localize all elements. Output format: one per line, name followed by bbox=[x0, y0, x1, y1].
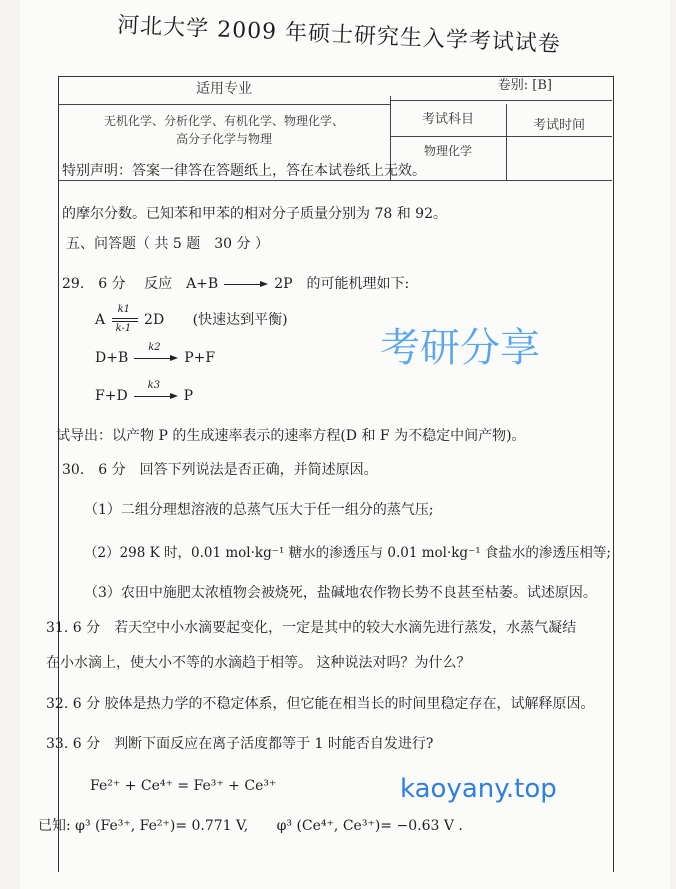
majors-line1: 无机化学、分析化学、有机化学、物理化学、 bbox=[103, 114, 344, 128]
k2-label: k2 bbox=[148, 342, 161, 353]
major-label: 适用专业 bbox=[196, 81, 252, 97]
step1-right: 2D bbox=[144, 312, 165, 328]
q29-step2 bbox=[95, 342, 216, 367]
reaction-arrow-icon bbox=[224, 279, 268, 289]
q29-step3 bbox=[95, 380, 194, 405]
q32: 32. 6 分 胶体是热力学的不稳定体系，但它能在相当长的时间里稳定存在，试解释原因。 bbox=[46, 696, 595, 712]
q30-head: 30. 6 分 回答下列说法是否正确，并简述原因。 bbox=[62, 462, 378, 478]
step2-left: D+B bbox=[95, 350, 129, 366]
step1-note: (快速达到平衡) bbox=[192, 312, 288, 328]
equilibrium-arrow-icon bbox=[110, 304, 140, 334]
step2-right: P+F bbox=[184, 350, 216, 366]
majors-line2: 高分子化学与物理 bbox=[175, 132, 272, 146]
paper-type: 卷别: [B] bbox=[497, 78, 552, 93]
q31-line2: 在小水滴上，使大小不等的水滴趋于相等。 这种说法对吗？为什么？ bbox=[46, 655, 471, 671]
q30-item3: （3）农田中施肥太浓植物会被烧死，盐碱地农作物长势不良甚至枯萎。试述原因。 bbox=[84, 585, 597, 601]
q33-reaction: Fe²⁺ + Ce⁴⁺ = Fe³⁺ + Ce³⁺ bbox=[90, 778, 277, 794]
divider bbox=[506, 104, 507, 180]
k3-label: k3 bbox=[147, 380, 161, 391]
step3-right: P bbox=[183, 388, 194, 404]
exam-title: 河北大学 2009 年硕士研究生入学考试试卷 bbox=[116, 12, 562, 58]
watermark-cn: 考研分享 bbox=[380, 325, 540, 371]
section-heading: 五、问答题（ 共 5 题 30 分 ） bbox=[66, 236, 269, 252]
watermark-url: kaoyany.top bbox=[400, 774, 557, 804]
divider bbox=[58, 180, 612, 181]
subject-value: 物理化学 bbox=[423, 144, 472, 158]
q33-given bbox=[38, 818, 463, 835]
q29-head bbox=[62, 276, 409, 293]
notice: 特别声明：答案一律答在答题纸上，答在本试卷纸上无效。 bbox=[62, 163, 426, 179]
step1-left: A bbox=[95, 312, 106, 328]
q30-item2: （2）298 K 时，0.01 mol·kg⁻¹ 糖水的渗透压与 0.01 mol·kg⁻¹ 食盐水的渗透压相等; bbox=[84, 545, 611, 561]
subject-label: 考试科目 bbox=[421, 112, 474, 127]
q30-item1: （1）二组分理想溶液的总蒸气压大于任一组分的蒸气压; bbox=[84, 502, 434, 518]
k-1-label: k-1 bbox=[115, 323, 132, 334]
given-ce: φ³ (Ce⁴⁺, Ce³⁺)= −0.63 V . bbox=[276, 818, 463, 834]
k1-label: k1 bbox=[117, 304, 130, 315]
q29-step1 bbox=[95, 304, 288, 334]
q29-text: 29. 6 分 反应 A+B bbox=[62, 276, 219, 292]
step3-left: F+D bbox=[95, 388, 128, 404]
previous-question-tail: 的摩尔分数。已知苯和甲苯的相对分子质量分别为 78 和 92。 bbox=[62, 206, 447, 222]
q33-head: 33. 6 分 判断下面反应在离子活度都等于 1 时能否自发进行? bbox=[46, 736, 434, 752]
reaction-arrow-icon bbox=[134, 380, 178, 401]
divider bbox=[58, 104, 390, 105]
reaction-arrow-icon bbox=[134, 342, 178, 363]
q29-ask: 试导出：以产物 P 的生成速率表示的速率方程(D 和 F 为不稳定中间产物)。 bbox=[56, 428, 526, 444]
divider bbox=[390, 136, 612, 137]
time-label: 考试时间 bbox=[532, 118, 585, 133]
divider bbox=[390, 100, 612, 101]
q29-product: 2P 的可能机理如下: bbox=[274, 276, 410, 292]
q31-line1: 31. 6 分 若天空中小水滴要起变化，一定是其中的较大水滴先进行蒸发，水蒸气凝结 bbox=[46, 620, 577, 636]
given-fe: 已知: φ³ (Fe³⁺, Fe²⁺)= 0.771 V, bbox=[38, 818, 249, 834]
